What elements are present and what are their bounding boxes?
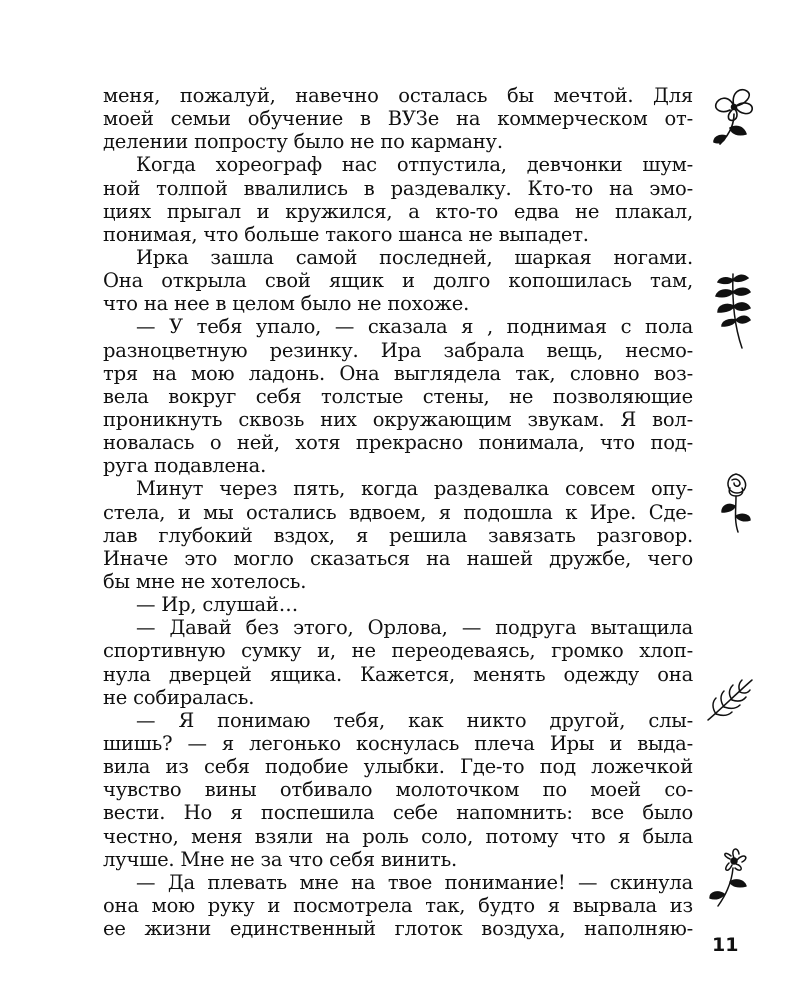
text-line: ее жизни единственный глоток воздуха, наполняю- — [103, 917, 693, 941]
text-line: спортивную сумку и, не переодеваясь, громко хлоп- — [103, 639, 693, 663]
text-line: она мою руку и посмотрела так, будто я вырвала из — [103, 893, 693, 917]
page-number: 11 — [712, 934, 739, 956]
text-line: — У тебя упало, — сказала я , поднимая с пола — [136, 315, 693, 339]
rose-bud-icon — [718, 470, 754, 534]
text-line: — Я понимаю тебя, как никто другой, слы- — [136, 708, 693, 732]
text-line: стела, и мы остались вдвоем, я подошла к Ире. Сде- — [103, 500, 693, 524]
text-line: Ирка зашла самой последней, шаркая ногами. — [136, 245, 693, 269]
leafy-branch-icon — [714, 270, 752, 350]
text-line: что на нее в целом было не похоже. — [103, 292, 470, 316]
text-line: моей семьи обучение в ВУЗе на коммерческом от- — [103, 107, 693, 131]
text-line: бы мне не хотелось. — [103, 569, 307, 593]
text-line: не собиралась. — [103, 685, 255, 709]
text-line: чувство вины отбивало молоточком по моей со- — [103, 778, 693, 802]
text-line: честно, меня взяли на роль соло, потому что я была — [103, 824, 693, 848]
text-line: вила из себя подобие улыбки. Где-то под ложечкой — [103, 755, 693, 779]
text-line: разноцветную резинку. Ира забрала вещь, несмо- — [103, 338, 693, 362]
text-line: вести. Но я поспешила себе напомнить: все было — [103, 801, 693, 825]
text-line: вела вокруг себя толстые стены, не позволяющие — [103, 384, 693, 408]
text-line: Минут через пять, когда раздевалка совсем опу- — [136, 477, 693, 501]
fern-leaf-icon — [704, 676, 756, 724]
text-line: новалась о ней, хотя прекрасно понимала, что под- — [103, 431, 693, 455]
text-line: тря на мою ладонь. Она выглядела так, словно воз- — [103, 361, 693, 385]
flower-icon — [708, 84, 760, 146]
text-line: Иначе это могло сказаться на нашей дружбе, чего — [103, 546, 693, 570]
text-line: — Да плевать мне на твое понимание! — скинула — [136, 870, 693, 894]
text-line: Она открыла свой ящик и долго копошилась там, — [103, 269, 693, 293]
text-line: шишь? — я легонько коснулась плеча Иры и выда- — [103, 731, 693, 755]
text-line: циях прыгал и кружился, а кто-то едва не плакал, — [103, 199, 693, 223]
text-line: руга подавлена. — [103, 454, 267, 478]
text-line: лучше. Мне не за что себя винить. — [103, 847, 458, 871]
text-line: лав глубокий вздох, я решила завязать разговор. — [103, 523, 693, 547]
text-line: — Давай без этого, Орлова, — подруга вытащила — [136, 616, 693, 640]
text-line: Когда хореограф нас отпустила, девчонки шум- — [136, 153, 693, 177]
text-line: — Ир, слушай… — [136, 593, 299, 617]
text-line: понимая, что больше такого шанса не выпадет. — [103, 222, 589, 246]
text-line: проникнуть сквозь них окружающим звукам. Я вол- — [103, 407, 693, 431]
text-line: делении попросту было не по карману. — [103, 130, 503, 154]
text-line: нула дверцей ящика. Кажется, менять одежду она — [103, 662, 693, 686]
text-line: меня, пожалуй, навечно осталась бы мечтой. Для — [103, 84, 693, 107]
text-line: ной толпой ввалились в раздевалку. Кто-то на эмо- — [103, 176, 693, 200]
page-text — [103, 84, 693, 940]
daisy-icon — [706, 844, 756, 908]
